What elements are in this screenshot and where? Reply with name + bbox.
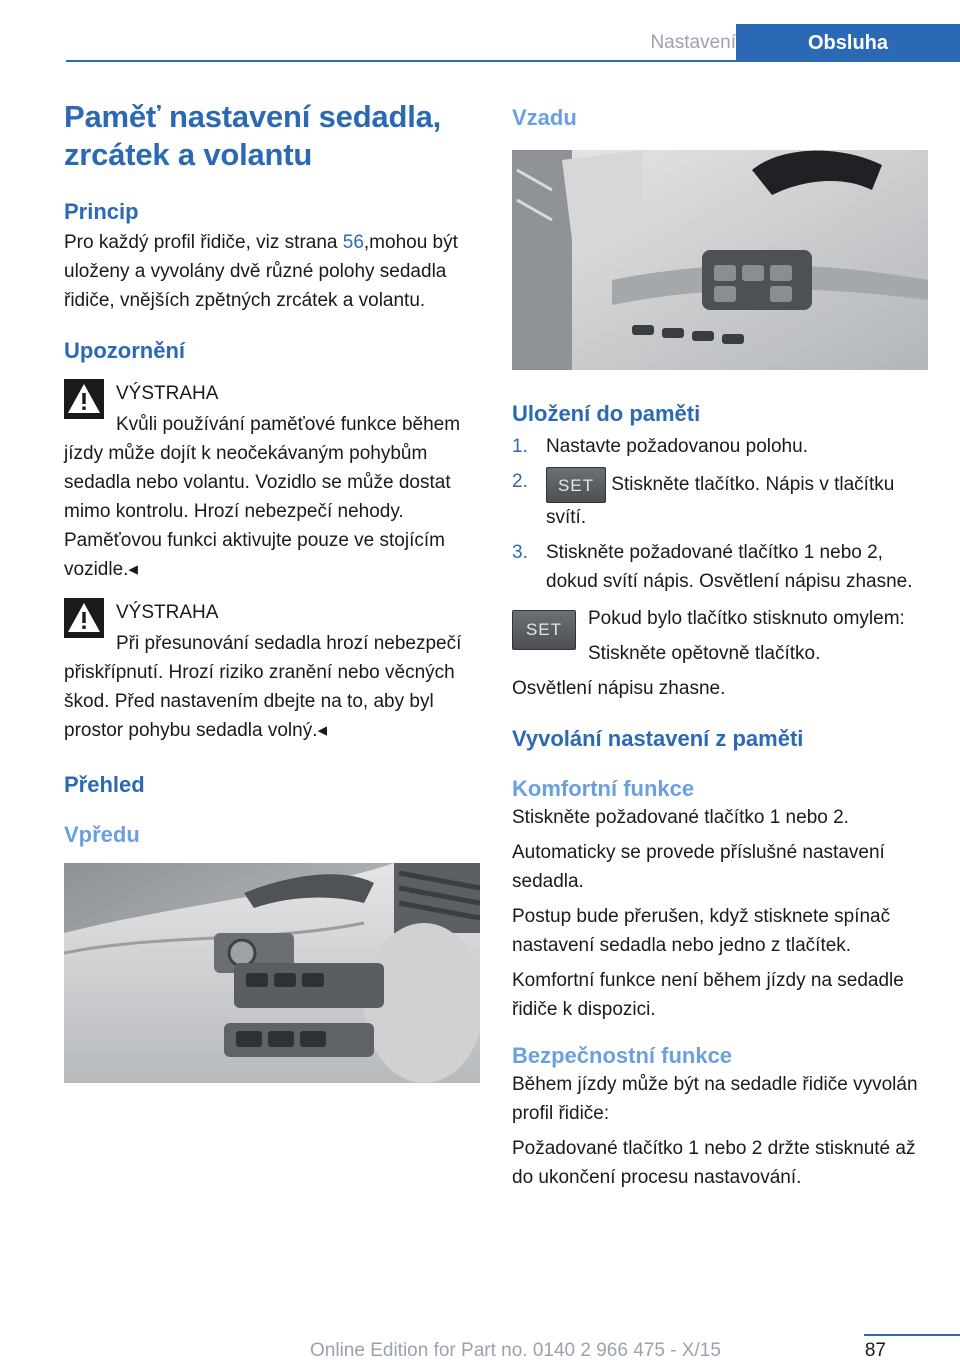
page-number: 87: [864, 1340, 886, 1361]
notice-heading: Upozornění: [64, 338, 185, 363]
store-steps: [512, 432, 928, 596]
warning-block-1: [64, 379, 480, 584]
page-header: [66, 28, 960, 62]
warning-title: VÝSTRAHA: [116, 602, 219, 623]
mistake-note: [512, 604, 928, 668]
recall-heading: Vyvolání nastavení z paměti: [512, 726, 804, 751]
front-door-photo: [64, 863, 480, 1083]
step-number: 1.: [512, 436, 528, 457]
principle-text: [64, 228, 480, 315]
left-column: [64, 98, 480, 1083]
list-item: [512, 467, 928, 532]
overview-heading: Přehled: [64, 772, 145, 797]
right-column: [512, 98, 928, 1192]
step-number: 3.: [512, 542, 528, 563]
comfort-para: Postup bude přerušen, když stisknete spínač nastavení sedadla nebo jedno z tlačítek.: [512, 906, 891, 956]
front-heading: Vpředu: [64, 822, 140, 847]
rear-door-photo: [512, 150, 928, 370]
comfort-para: Komfortní funkce není během jízdy na sedadle řidiče k dispozici.: [512, 970, 904, 1020]
step-number: 2.: [512, 471, 528, 492]
warning-body: Kvůli používání paměťové funkce během jízdy může dojít k neočekávaným pohybům sedadla nebo volantu. Vozidlo se může dostat mimo kontrolu. Hrozí nebezpečí nehody. Paměťovou funkci aktivujte pouze ve stojícím vozidle.◂: [64, 414, 461, 580]
safety-para: Během jízdy může být na sedadle řidiče vyvolán profil řidiče:: [512, 1074, 918, 1124]
page-link-56[interactable]: 56: [342, 232, 364, 253]
set-button[interactable]: SET: [512, 610, 576, 650]
store-heading: Uložení do paměti: [512, 401, 701, 426]
principle-text-a: Pro každý profil řidiče, viz strana: [64, 232, 343, 253]
warning-block-2: [64, 598, 480, 745]
safety-para: Požadované tlačítko 1 nebo 2 držte stisknuté až do ukončení procesu nastavování.: [512, 1138, 916, 1188]
warning-title: VÝSTRAHA: [116, 383, 219, 404]
principle-heading: Princip: [64, 199, 139, 224]
light-off-text: Osvětlení nápisu zhasne.: [512, 678, 726, 699]
principle-text-b: ,mohou být uloženy a vyvolány dvě různé polohy sedadla řidiče, vnějších zpětných zrcátek a volantu.: [64, 232, 458, 311]
comfort-para: Stiskněte požadované tlačítko 1 nebo 2.: [512, 807, 849, 828]
page-title: Paměť nastavení sedadla, zrcátek a volantu: [64, 99, 442, 172]
list-item: [512, 432, 928, 461]
footer-edition: Online Edition for Part no. 0140 2 966 475 - X/15: [310, 1340, 721, 1361]
header-tab-active[interactable]: Obsluha: [736, 24, 960, 62]
safety-heading: Bezpečnostní funkce: [512, 1043, 733, 1068]
footer-rule: [864, 1334, 960, 1336]
warning-body: Při přesunování sedadla hrozí nebezpečí přiskřípnutí. Hrozí riziko zranění nebo věcných škod. Před nastavením dbejte na to, aby byl prostor pohybu sedadla volný.◂: [64, 633, 462, 741]
comfort-heading: Komfortní funkce: [512, 776, 695, 801]
warning-triangle-icon: [64, 379, 104, 419]
step-text: Stiskněte tlačítko. Nápis v tlačítku svítí.: [546, 474, 895, 528]
mistake-line-1: Pokud bylo tlačítko stisknuto omylem:: [588, 608, 905, 629]
step-text: Stiskněte požadované tlačítko 1 nebo 2, dokud svítí nápis. Osvětlení nápisu zhasne.: [546, 542, 913, 592]
mistake-line-2: Stiskněte opětovně tlačítko.: [588, 643, 821, 664]
step-text: Nastavte požadovanou polohu.: [546, 436, 808, 457]
warning-triangle-icon: [64, 598, 104, 638]
rear-heading: Vzadu: [512, 105, 577, 130]
comfort-para: Automaticky se provede příslušné nastavení sedadla.: [512, 842, 885, 892]
set-button[interactable]: SET: [546, 467, 606, 503]
header-section: Nastavení: [650, 32, 736, 53]
list-item: [512, 538, 928, 596]
